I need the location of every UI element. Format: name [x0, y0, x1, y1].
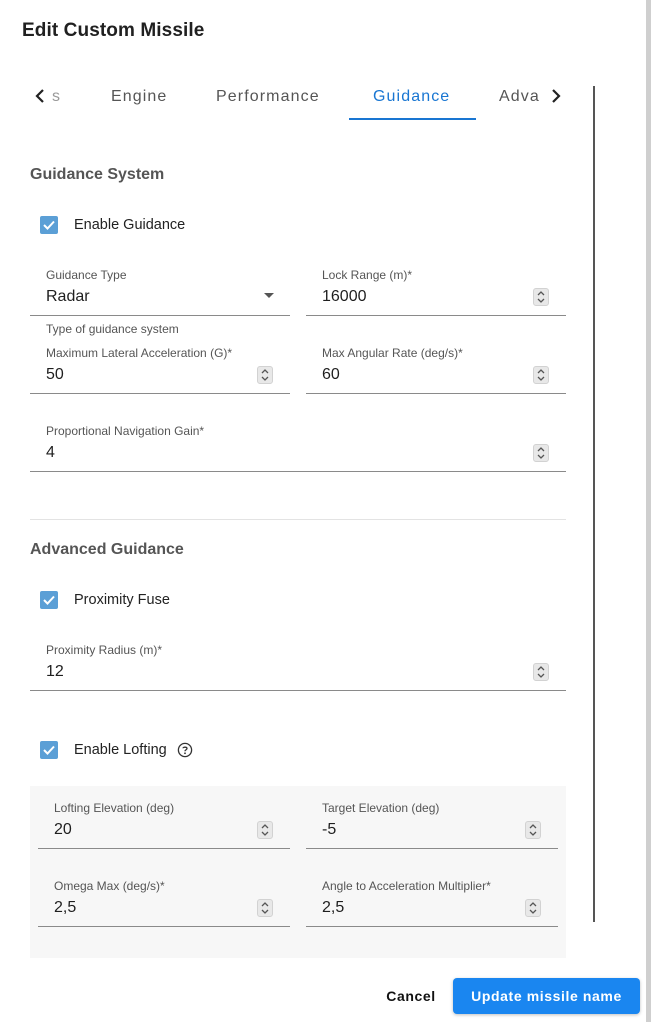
max-angular-rate-label: Max Angular Rate (deg/s)*	[322, 346, 463, 360]
omega-max-label: Omega Max (deg/s)*	[54, 879, 165, 893]
tab-performance[interactable]: Performance	[216, 88, 320, 105]
max-angular-rate-value: 60	[322, 366, 340, 383]
tab-engine[interactable]: Engine	[111, 88, 168, 105]
cancel-button[interactable]: Cancel	[386, 988, 436, 1004]
enable-lofting-row	[40, 740, 193, 760]
enable-lofting-label: Enable Lofting	[74, 742, 167, 758]
spinner-icon[interactable]	[257, 821, 273, 839]
lofting-elevation-value: 20	[54, 821, 72, 838]
max-lateral-accel-label: Maximum Lateral Acceleration (G)*	[46, 346, 233, 360]
spinner-icon[interactable]	[257, 366, 273, 384]
lock-range-label: Lock Range (m)*	[322, 268, 413, 282]
max-lateral-accel-field[interactable]	[30, 346, 290, 396]
lock-range-field[interactable]	[306, 268, 566, 318]
spinner-icon[interactable]	[525, 821, 541, 839]
check-icon	[42, 593, 56, 607]
omega-max-field[interactable]	[38, 879, 290, 929]
proximity-radius-value: 12	[46, 663, 64, 680]
scrollbar[interactable]	[593, 86, 595, 922]
tab-advanced-partial[interactable]: Adva	[499, 88, 540, 105]
chevron-left-icon	[34, 88, 46, 104]
max-lateral-accel-value: 50	[46, 366, 64, 383]
update-missile-button[interactable]: Update missile name	[453, 978, 640, 1014]
pn-gain-label: Proportional Navigation Gain*	[46, 424, 205, 438]
section-divider	[30, 519, 566, 520]
lofting-elevation-field[interactable]	[38, 801, 290, 851]
spinner-icon[interactable]	[533, 444, 549, 462]
angle-accel-multiplier-label: Angle to Acceleration Multiplier*	[322, 879, 491, 893]
spinner-icon[interactable]	[533, 663, 549, 681]
guidance-type-value: Radar	[46, 288, 90, 305]
proximity-fuse-row	[40, 590, 170, 610]
dropdown-arrow-icon	[264, 293, 274, 298]
tab-guidance[interactable]: Guidance	[373, 88, 451, 105]
target-elevation-field[interactable]	[306, 801, 558, 851]
tab-partial-left[interactable]: s	[52, 88, 60, 105]
angle-accel-multiplier-field[interactable]	[306, 879, 558, 929]
background-edge	[646, 0, 651, 1022]
lock-range-value: 16000	[322, 288, 367, 305]
tab-bar	[24, 78, 576, 122]
spinner-icon[interactable]	[525, 899, 541, 917]
active-tab-indicator	[349, 118, 476, 120]
check-icon	[42, 218, 56, 232]
guidance-type-label: Guidance Type	[46, 268, 127, 282]
help-icon[interactable]	[177, 742, 193, 758]
lofting-options-panel	[30, 786, 566, 958]
spinner-icon[interactable]	[533, 366, 549, 384]
enable-guidance-label: Enable Guidance	[74, 217, 186, 233]
lofting-elevation-label: Lofting Elevation (deg)	[54, 801, 175, 815]
guidance-type-select[interactable]	[30, 268, 290, 318]
spinner-icon[interactable]	[533, 288, 549, 306]
enable-guidance-checkbox[interactable]	[40, 216, 58, 234]
proximity-radius-field[interactable]	[30, 643, 566, 693]
dialog-title: Edit Custom Missile	[22, 20, 205, 41]
enable-lofting-checkbox[interactable]	[40, 741, 58, 759]
proximity-fuse-label: Proximity Fuse	[74, 592, 170, 608]
tab-scroll-left-button[interactable]	[26, 82, 54, 112]
check-icon	[42, 743, 56, 757]
guidance-type-helper: Type of guidance system	[46, 322, 179, 336]
enable-guidance-row	[40, 215, 185, 235]
tab-scroll-right-button[interactable]	[542, 82, 570, 112]
angle-accel-multiplier-value: 2,5	[322, 899, 345, 916]
target-elevation-label: Target Elevation (deg)	[322, 801, 440, 815]
target-elevation-value: -5	[322, 821, 337, 838]
omega-max-value: 2,5	[54, 899, 77, 916]
section-title-guidance-system: Guidance System	[30, 166, 165, 183]
proximity-radius-label: Proximity Radius (m)*	[46, 643, 163, 657]
chevron-right-icon	[550, 88, 562, 104]
pn-gain-value: 4	[46, 444, 55, 461]
section-title-advanced-guidance: Advanced Guidance	[30, 541, 184, 558]
spinner-icon[interactable]	[257, 899, 273, 917]
max-angular-rate-field[interactable]	[306, 346, 566, 396]
pn-gain-field[interactable]	[30, 424, 566, 474]
proximity-fuse-checkbox[interactable]	[40, 591, 58, 609]
